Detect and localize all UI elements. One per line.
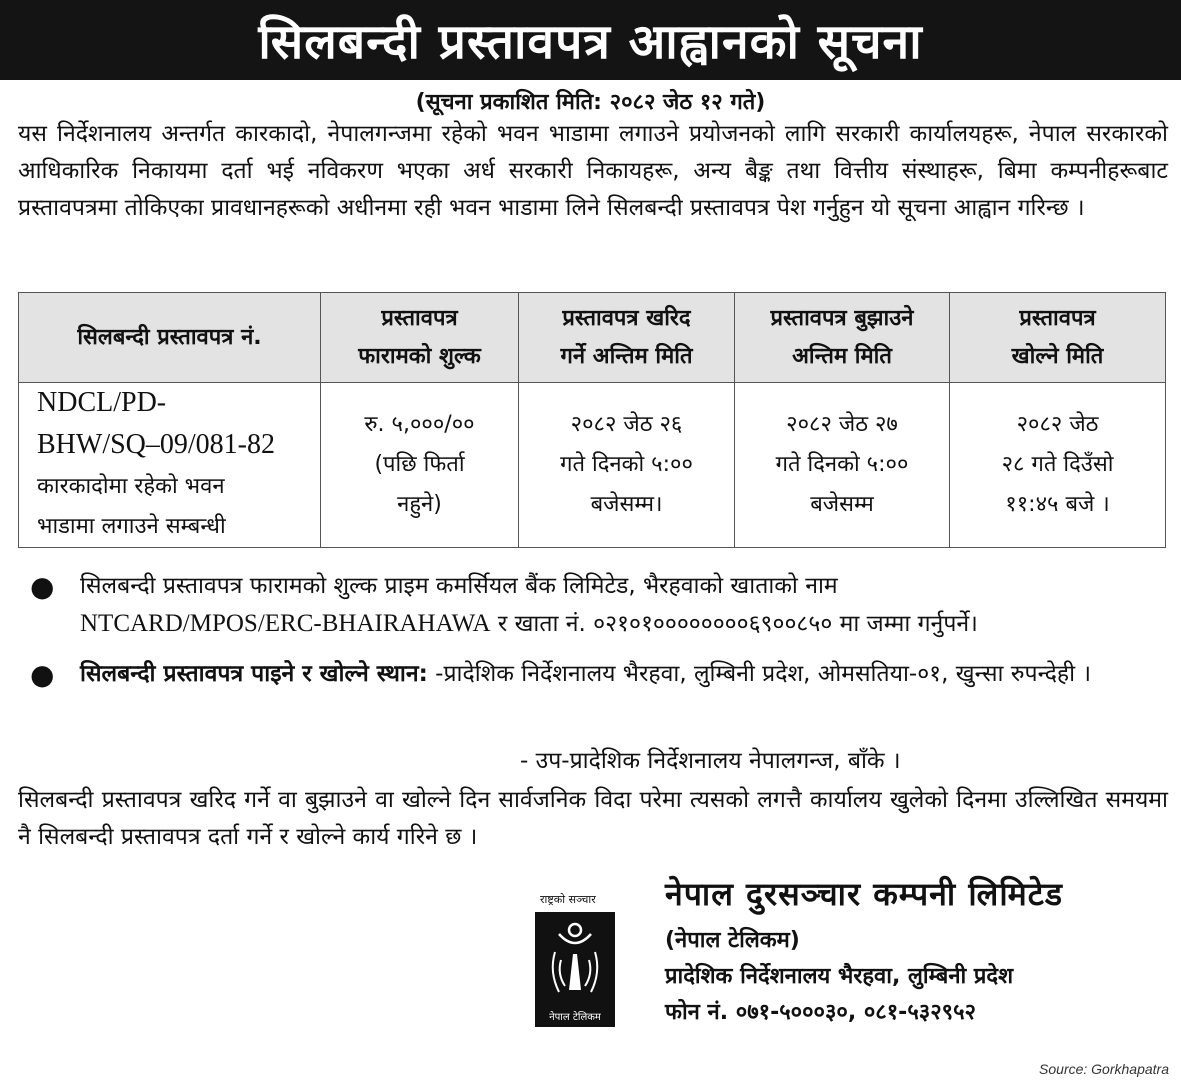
bullet-dot-icon: ● <box>30 570 55 603</box>
location-label: सिलबन्दी प्रस्तावपत्र पाइने र खोल्ने स्थान: <box>80 661 428 687</box>
logo-name: नेपाल टेलिकम <box>549 1012 601 1023</box>
cell-purchase-deadline: २०८२ जेठ २६ गते दिनको ५:०० बजेसम्म। <box>519 383 735 548</box>
source-credit: Source: Gorkhapatra <box>1039 1061 1169 1077</box>
logo-tagline: राष्ट्रको सञ्चार <box>540 893 596 906</box>
office-address: प्रादेशिक निर्देशनालय भैरहवा, लुम्बिनी प्रदेश <box>665 964 1014 989</box>
account-name: NTCARD/MPOS/ERC-BHAIRAHAWA <box>80 610 491 637</box>
header-submission-deadline: प्रस्तावपत्र बुझाउने अन्तिम मिति <box>735 293 950 383</box>
published-date: (सूचना प्रकाशित मिति: २०८२ जेठ १२ गते) <box>415 90 766 115</box>
office-phone: फोन नं. ०७१-५०००३०, ०८१-५३२९५२ <box>665 1000 976 1025</box>
company-name: नेपाल दुरसञ्चार कम्पनी लिमिटेड <box>665 875 1063 913</box>
header-tender-no: सिलबन्दी प्रस्तावपत्र नं. <box>19 293 321 383</box>
table-row <box>19 383 1166 548</box>
table-header-row <box>19 293 1166 383</box>
tender-table <box>18 292 1166 548</box>
notice-title: सिलबन्दी प्रस्तावपत्र आह्वानको सूचना <box>0 0 1181 80</box>
ntc-logo <box>535 912 615 1027</box>
bullet-location <box>18 656 1168 693</box>
closing-paragraph: सिलबन्दी प्रस्तावपत्र खरिद गर्ने वा बुझाउने वा खोल्ने दिन सार्वजनिक विदा परेमा त्यसको लगत्तै कार्यालय खुलेको दिनमा उल्लिखित समयमा नै सिलबन्दी प्रस्तावपत्र दर्ता गर्ने र खोल्ने कार्य गरिने छ । <box>18 787 1168 850</box>
header-opening-date: प्रस्तावपत्र खोल्ने मिति <box>950 293 1166 383</box>
intro-paragraph: यस निर्देशनालय अन्तर्गत कारकादो, नेपालगन्जमा रहेको भवन भाडामा लगाउने प्रयोजनको लागि सरकारी कार्यालयहरू, नेपाल सरकारको आधिकारिक निकायमा दर्ता भई नविकरण भएका अर्ध सरकारी निकायहरू, अन्य बैङ्क तथा वित्तीय संस्थाहरू, बिमा कम्पनीहरूबाट प्रस्तावपत्रमा तोकिएका प्रावधानहरूको अधीनमा रही भवन भाडामा लिने सिलबन्दी प्रस्तावपत्र पेश गर्नुहुन यो सूचना आह्वान गरिन्छ । <box>18 121 1168 221</box>
cell-submission-deadline: २०८२ जेठ २७ गते दिनको ५:०० बजेसम्म <box>735 383 950 548</box>
cell-form-fee: रु. ५,०००/०० (पछि फिर्ता नहुने) <box>321 383 519 548</box>
header-form-fee: प्रस्तावपत्र फारामको शुल्क <box>321 293 519 383</box>
sub-location: - उप-प्रादेशिक निर्देशनालय नेपालगन्ज, बाँके । <box>520 748 901 774</box>
ntc-emblem-icon <box>535 912 615 1007</box>
bullet-dot-icon: ● <box>30 658 55 691</box>
company-brand: (नेपाल टेलिकम) <box>665 928 800 953</box>
location-text: -प्रादेशिक निर्देशनालय भैरहवा, लुम्बिनी प्रदेश, ओमसतिया-०१, खुन्सा रुपन्देही । <box>427 661 1092 687</box>
cell-opening-date: २०८२ जेठ २८ गते दिउँसो ११:४५ बजे । <box>950 383 1166 548</box>
account-number-text: र खाता नं. ०२१०१००००००००६९००८५० मा जम्मा गर्नुपर्ने। <box>490 611 978 637</box>
bank-info-text: सिलबन्दी प्रस्तावपत्र फारामको शुल्क प्राइम कमर्सियल बैंक लिमिटेड, भैरहवाको खाताको नाम <box>80 573 838 599</box>
cell-tender-no: NDCL/PD- BHW/SQ–09/081-82 कारकादोमा रहेको भवन भाडामा लगाउने सम्बन्धी <box>19 383 321 548</box>
header-purchase-deadline: प्रस्तावपत्र खरिद गर्ने अन्तिम मिति <box>519 293 735 383</box>
bullet-bank-account <box>18 568 1168 643</box>
